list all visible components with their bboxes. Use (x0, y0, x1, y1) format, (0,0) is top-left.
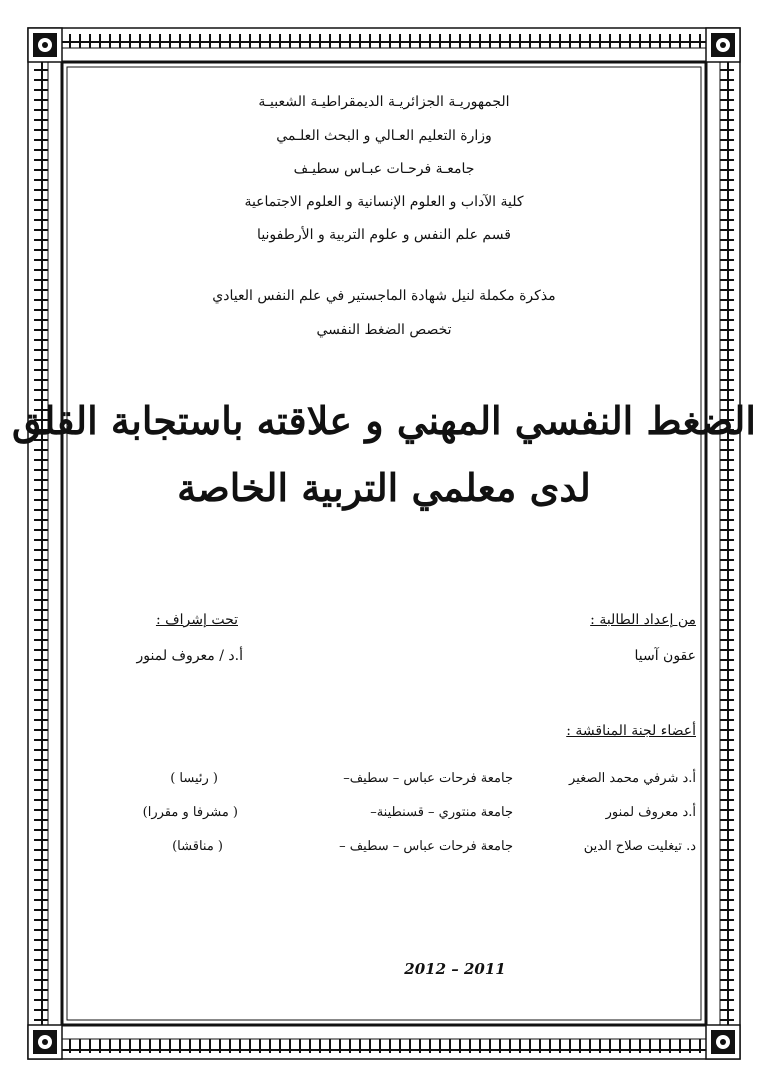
committee-member-name: أ.د معروف لمنور (605, 805, 696, 820)
corner-ornament-bottom-right (706, 1025, 740, 1059)
country-name: الجمهوريـة الجزائريـة الديمقراطيـة الشعبيـة (258, 94, 510, 110)
ministry-name: وزارة التعليم العـالي و البحث العلـمي (276, 128, 492, 144)
committee-member-university: جامعة فرحات عباس – سطيف– (343, 771, 513, 786)
committee-member-role: ( رئيسا ) (170, 771, 218, 786)
committee-member-role: ( مناقشا) (172, 839, 223, 854)
student-name: عقون آسيا (634, 648, 696, 664)
supervisor-name: أ.د / معروف لمنور (136, 648, 243, 664)
corner-ornament-top-right (706, 28, 740, 62)
corner-ornament-top-left (28, 28, 62, 62)
committee-member-university: جامعة منتوري – قسنطينة– (370, 805, 513, 820)
student-label: من إعداد الطالبة : (590, 612, 696, 628)
specialty: تخصص الضغط النفسي (316, 322, 452, 338)
committee-member-name: د. تيغليت صلاح الدين (583, 839, 696, 854)
corner-ornament-bottom-left (28, 1025, 62, 1059)
degree-statement: مذكرة مكملة لنيل شهادة الماجستير في علم النفس العيادي (212, 288, 556, 304)
committee-label: أعضاء لجنة المناقشة : (566, 723, 696, 739)
faculty-name: كلية الآداب و العلوم الإنسانية و العلوم الاجتماعية (244, 194, 524, 210)
department-name: قسم علم النفس و علوم التربية و الأرطفونيا (257, 227, 511, 243)
thesis-title-line-2: لدى معلمي التربية الخاصة (177, 465, 591, 510)
supervisor-label: تحت إشراف : (155, 612, 238, 628)
committee-member-university: جامعة فرحات عباس – سطيف – (339, 839, 513, 854)
thesis-title-line-1: الضغط النفسي المهني و علاقته باستجابة القلق (12, 398, 756, 443)
university-name: جامعـة فرحـات عبـاس سطيـف (293, 161, 475, 177)
academic-year: 2012 – 2011 (404, 960, 506, 978)
committee-member-role: ( مشرفا و مقررا) (142, 805, 238, 820)
committee-member-name: أ.د شرفي محمد الصغير (569, 771, 696, 786)
